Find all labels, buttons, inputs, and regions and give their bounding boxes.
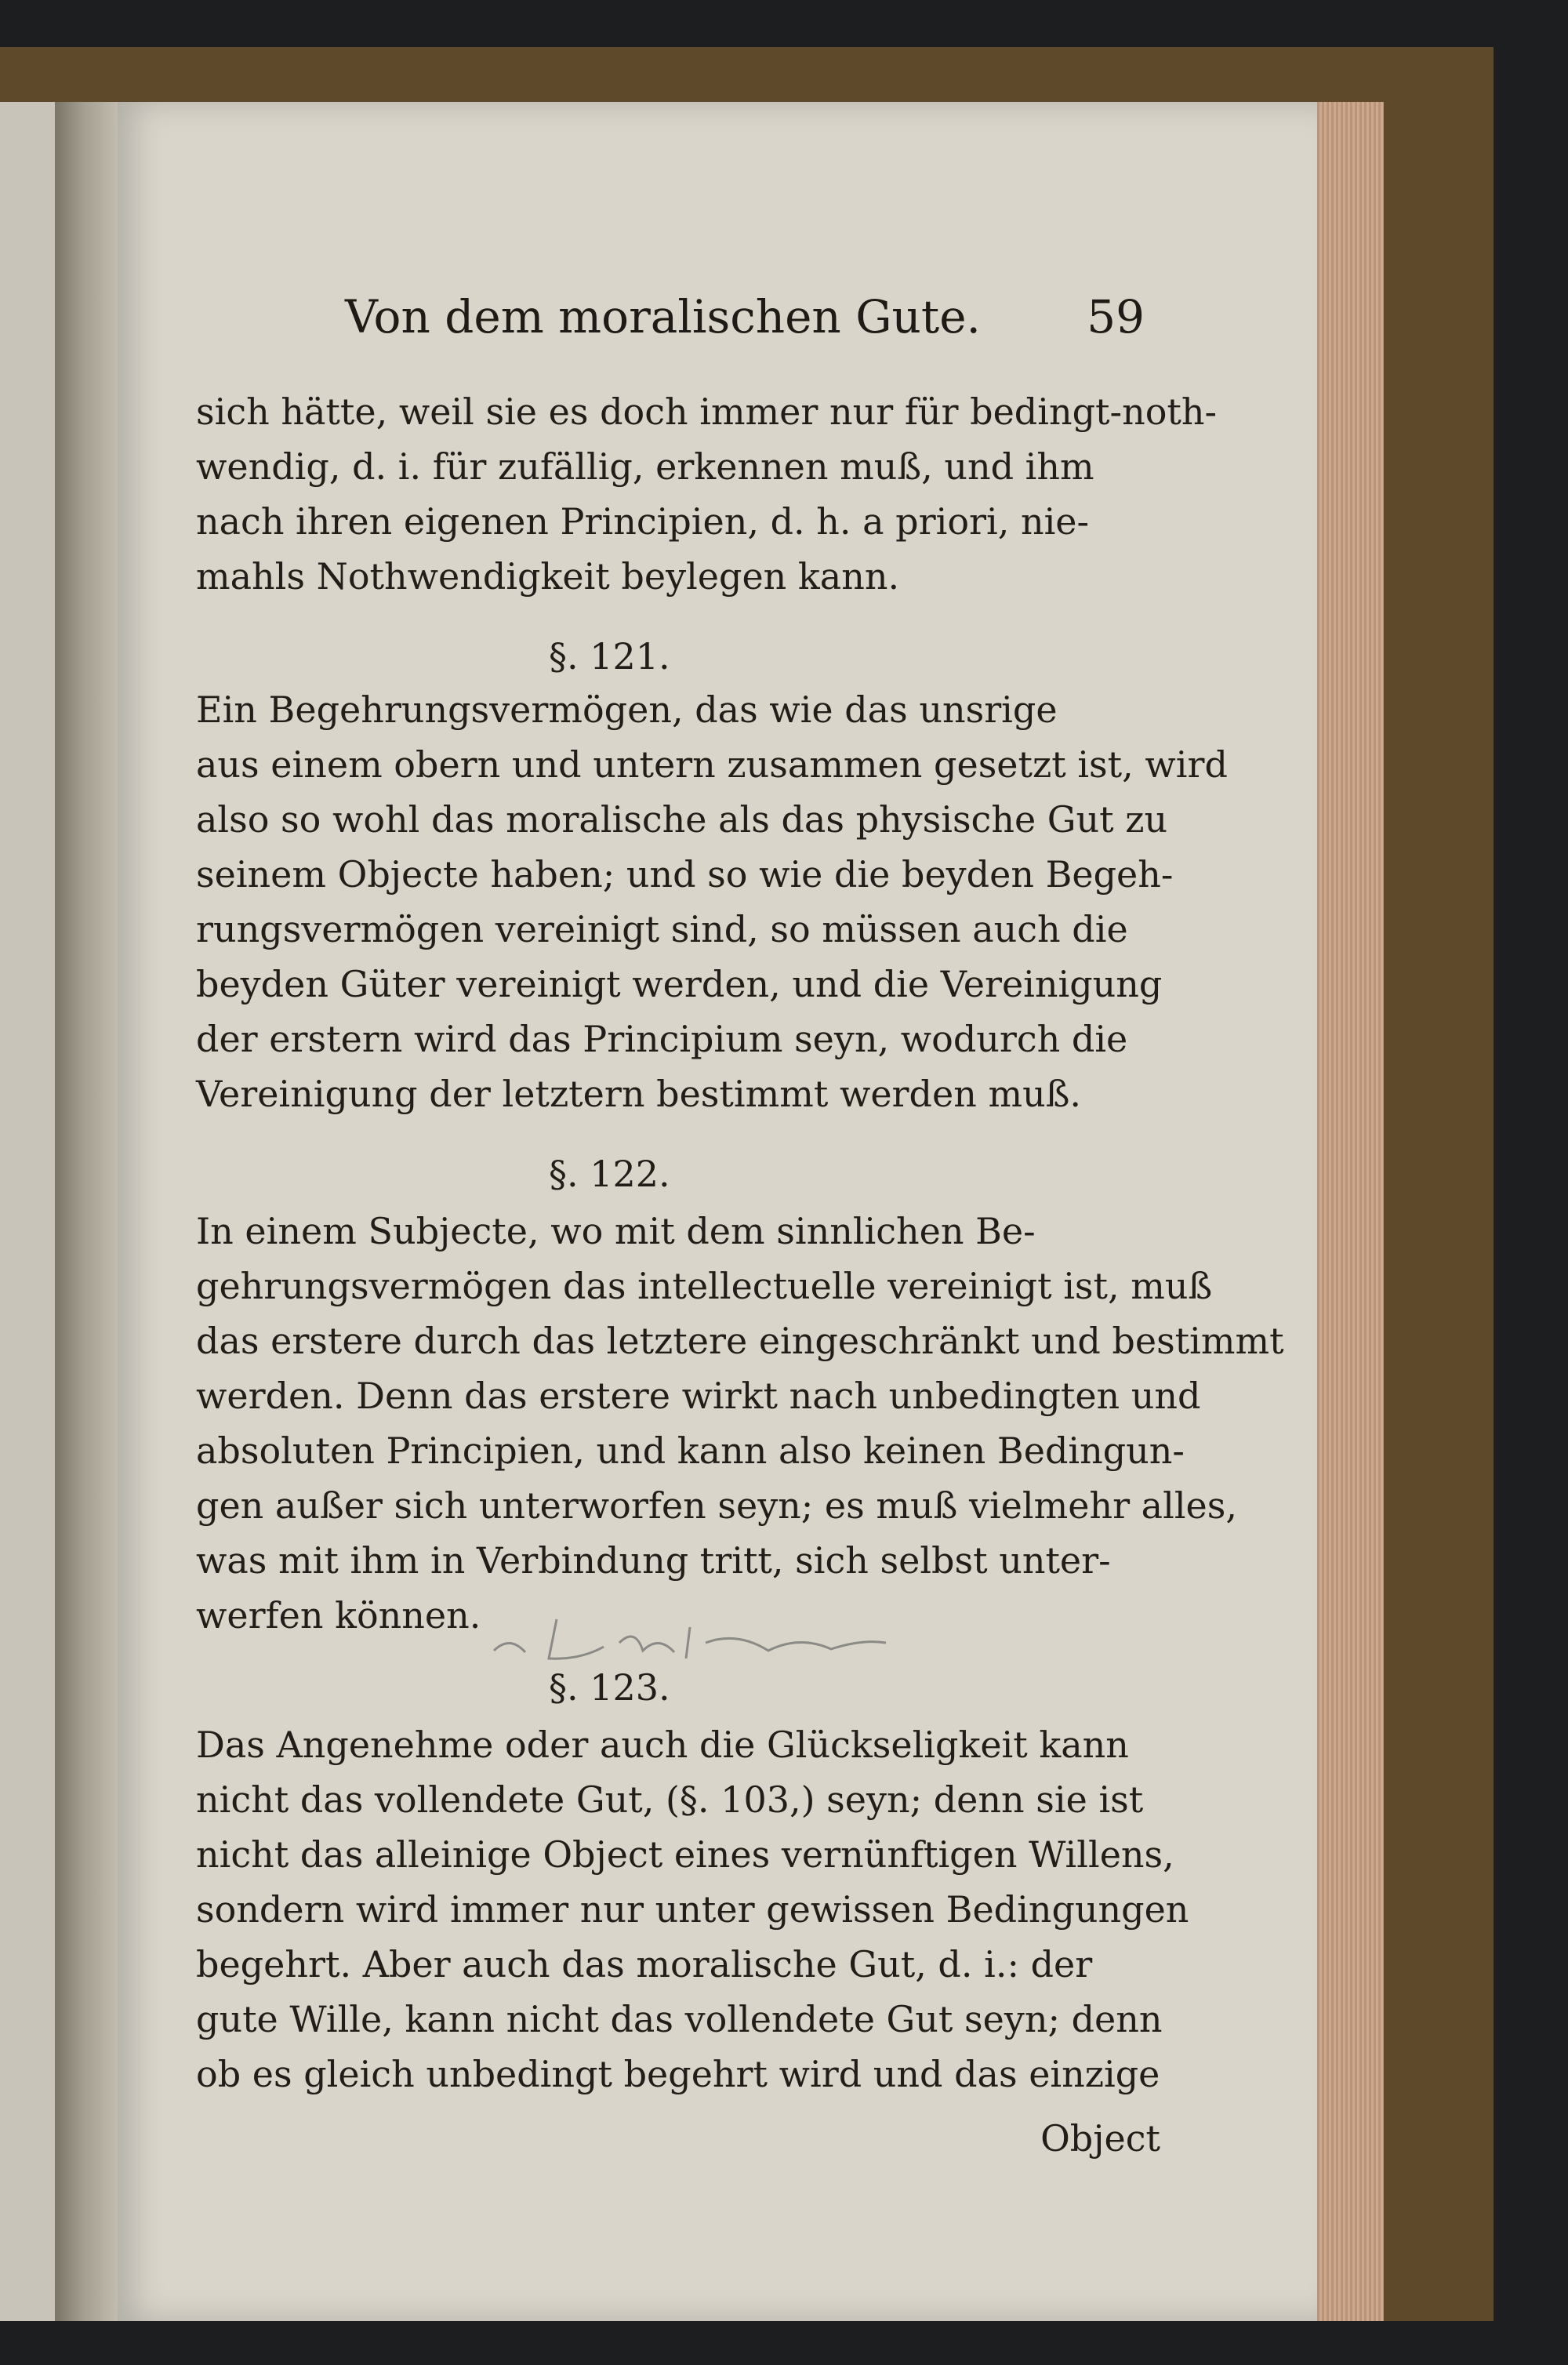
text-line: rungsvermögen vereinigt sind, so müssen auch die <box>196 908 1128 950</box>
text-line: wendig, d. i. für zufällig, erkennen muß, und ihm <box>196 445 1094 488</box>
text-line: was mit ihm in Verbindung tritt, sich selbst unter- <box>196 1539 1111 1582</box>
text-line: seinem Objecte haben; und so wie die beyden Begeh- <box>196 853 1174 896</box>
text-line: der erstern wird das Principium seyn, wodurch die <box>196 1018 1128 1060</box>
text-line: nicht das alleinige Object eines vernünftigen Willens, <box>196 1833 1174 1876</box>
intro-paragraph <box>196 384 1218 604</box>
section-123-paragraph <box>196 1717 1189 2102</box>
text-line: werfen können. <box>196 1594 481 1637</box>
text-line: gen außer sich unterworfen seyn; es muß vielmehr alles, <box>196 1484 1237 1527</box>
text-line: Ein Begehrungsvermögen, das wie das unsrige <box>196 688 1058 731</box>
text-line: das erstere durch das letztere eingeschränkt und bestimmt <box>196 1320 1284 1362</box>
text-line: begehrt. Aber auch das moralische Gut, d. i.: der <box>196 1943 1093 1985</box>
text-line: nach ihren eigenen Principien, d. h. a priori, nie- <box>196 500 1090 543</box>
section-heading: §. 122. <box>549 1153 670 1195</box>
page-edges <box>1317 102 1384 2321</box>
section-122-paragraph <box>196 1204 1284 1643</box>
text-line: sondern wird immer nur unter gewissen Bedingungen <box>196 1888 1189 1931</box>
section-heading: §. 121. <box>549 635 670 678</box>
pencil-annotation <box>486 1604 894 1666</box>
text-line: absoluten Principien, und kann also keinen Bedingun- <box>196 1430 1185 1472</box>
text-line: In einem Subjecte, wo mit dem sinnlichen Be- <box>196 1210 1036 1252</box>
text-line: Vereinigung der letztern bestimmt werden muß. <box>196 1073 1082 1115</box>
catchword: Object <box>1040 2117 1160 2160</box>
text-line: Das Angenehme oder auch die Glückseligkeit kann <box>196 1724 1129 1766</box>
text-line: werden. Denn das erstere wirkt nach unbedingten und <box>196 1375 1201 1417</box>
text-line: sich hätte, weil sie es doch immer nur für bedingt-noth- <box>196 391 1218 433</box>
text-line: aus einem obern und untern zusammen gesetzt ist, wird <box>196 743 1228 786</box>
book-gutter <box>55 102 125 2321</box>
section-121-paragraph <box>196 682 1228 1121</box>
text-line: ob es gleich unbedingt begehrt wird und das einzige <box>196 2053 1160 2095</box>
text-line: also so wohl das moralische als das physische Gut zu <box>196 798 1168 841</box>
text-line: mahls Nothwendigkeit beylegen kann. <box>196 555 900 598</box>
section-heading: §. 123. <box>549 1666 670 1709</box>
text-line: nicht das vollendete Gut, (§. 103,) seyn; denn sie ist <box>196 1778 1144 1821</box>
page-number: 59 <box>1087 290 1145 343</box>
text-line: gute Wille, kann nicht das vollendete Gut seyn; denn <box>196 1998 1163 2040</box>
running-header <box>345 290 1145 361</box>
text-line: beyden Güter vereinigt werden, und die Vereinigung <box>196 963 1163 1005</box>
text-line: gehrungsvermögen das intellectuelle vereinigt ist, muß <box>196 1265 1213 1307</box>
running-title: Von dem moralischen Gute. <box>345 290 981 343</box>
